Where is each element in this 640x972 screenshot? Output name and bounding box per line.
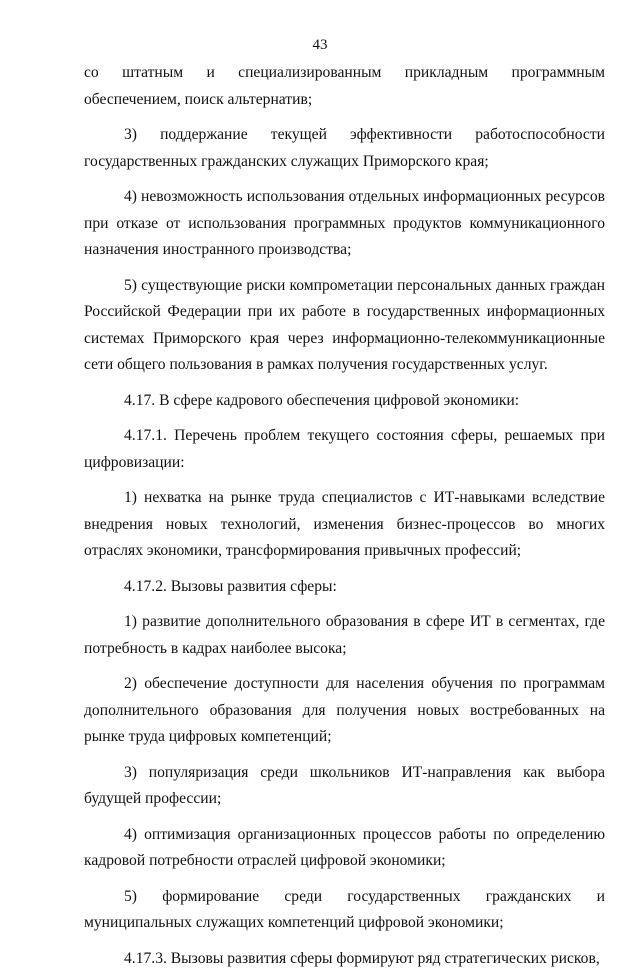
- section-heading-4-17: 4.17. В сфере кадрового обеспечения цифровой экономики:: [84, 388, 605, 415]
- subsection-4-17-3: 4.17.3. Вызовы развития сферы формируют ряд стратегических рисков,: [84, 946, 605, 972]
- body-text: [84, 60, 605, 972]
- problem-item-1: 1) нехватка на рынке труда специалистов с ИТ-навыками вследствие внедрения новых технологий, изменения бизнес-процессов во многих отраслях экономики, трансформирования привычных профессий;: [84, 485, 605, 565]
- paragraph-continuation: со штатным и специализированным прикладным программным обеспечением, поиск альтернатив;: [84, 60, 605, 113]
- list-item-4: 4) невозможность использования отдельных информационных ресурсов при отказе от использования программных продуктов коммуникационного назначения иностранного производства;: [84, 184, 605, 264]
- list-item-3: 3) поддержание текущей эффективности работоспособности государственных гражданских служащих Приморского края;: [84, 122, 605, 175]
- subsection-4-17-1: 4.17.1. Перечень проблем текущего состояния сферы, решаемых при цифровизации:: [84, 423, 605, 476]
- challenge-item-4: 4) оптимизация организационных процессов работы по определению кадровой потребности отраслей цифровой экономики;: [84, 822, 605, 875]
- challenge-item-5: 5) формирование среди государственных гражданских и муниципальных служащих компетенций цифровой экономики;: [84, 884, 605, 937]
- challenge-item-3: 3) популяризация среди школьников ИТ-направления как выбора будущей профессии;: [84, 760, 605, 813]
- page-number: 43: [0, 37, 640, 54]
- challenge-item-1: 1) развитие дополнительного образования в сфере ИТ в сегментах, где потребность в кадрах наиболее высока;: [84, 609, 605, 662]
- list-item-5: 5) существующие риски компрометации персональных данных граждан Российской Федерации при их работе в государственных информационных системах Приморского края через информационно-телекоммуникационные сети общего пользования в рамках получения государственных услуг.: [84, 273, 605, 379]
- subsection-4-17-2: 4.17.2. Вызовы развития сферы:: [84, 574, 605, 601]
- challenge-item-2: 2) обеспечение доступности для населения обучения по программам дополнительного образования для получения новых востребованных на рынке труда цифровых компетенций;: [84, 671, 605, 751]
